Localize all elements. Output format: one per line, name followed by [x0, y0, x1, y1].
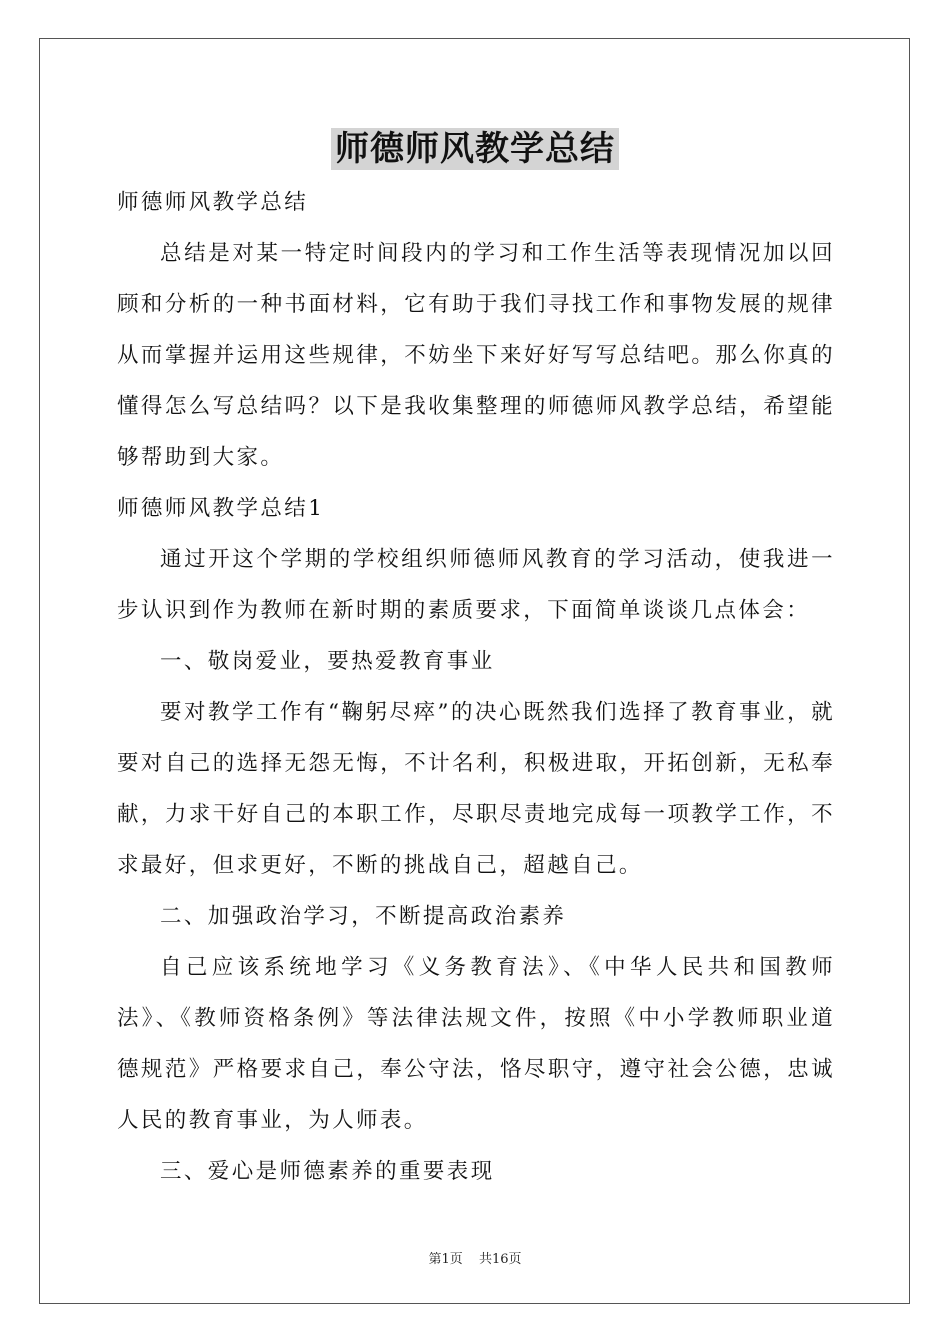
- page-number: 第1页: [428, 1252, 463, 1267]
- section-heading: 二、加强政治学习，不断提高政治素养: [160, 904, 567, 929]
- paragraph: 总结是对某一特定时间段内的学习和工作生活等表现情况加以回顾和分析的一种书面材料，它有助于我们寻找工作和事物发展的规律从而掌握并运用这些规律，不妨坐下来好好写写总结吧。那么你真的懂得怎么写总结吗？以下是我收集整理的师德师风教学总结，希望能够帮助到大家。: [117, 241, 835, 470]
- paragraph: 师德师风教学总结1: [117, 496, 325, 521]
- document-body: [117, 177, 835, 1197]
- document-title: 师德师风教学总结: [331, 128, 619, 170]
- paragraph: 自己应该系统地学习《义务教育法》、《中华人民共和国教师法》、《教师资格条例》等法律法规文件，按照《中小学教师职业道德规范》严格要求自己，奉公守法，恪尽职守，遵守社会公德，忠诚人民的教育事业，为人师表。: [117, 955, 835, 1133]
- page-total: 共16页: [478, 1252, 522, 1267]
- page-footer: [0, 1248, 950, 1267]
- title-container: [0, 128, 950, 170]
- paragraph: 师德师风教学总结: [117, 190, 309, 215]
- section-heading: 一、敬岗爱业，要热爱教育事业: [160, 649, 495, 674]
- paragraph: 要对教学工作有“鞠躬尽瘁”的决心既然我们选择了教育事业，就要对自己的选择无怨无悔，不计名利，积极进取，开拓创新，无私奉献，力求干好自己的本职工作，尽职尽责地完成每一项教学工作，不求最好，但求更好，不断的挑战自己，超越自己。: [117, 700, 835, 878]
- paragraph: 通过开这个学期的学校组织师德师风教育的学习活动，使我进一步认识到作为教师在新时期的素质要求，下面简单谈谈几点体会：: [117, 547, 835, 623]
- section-heading: 三、爱心是师德素养的重要表现: [160, 1159, 495, 1184]
